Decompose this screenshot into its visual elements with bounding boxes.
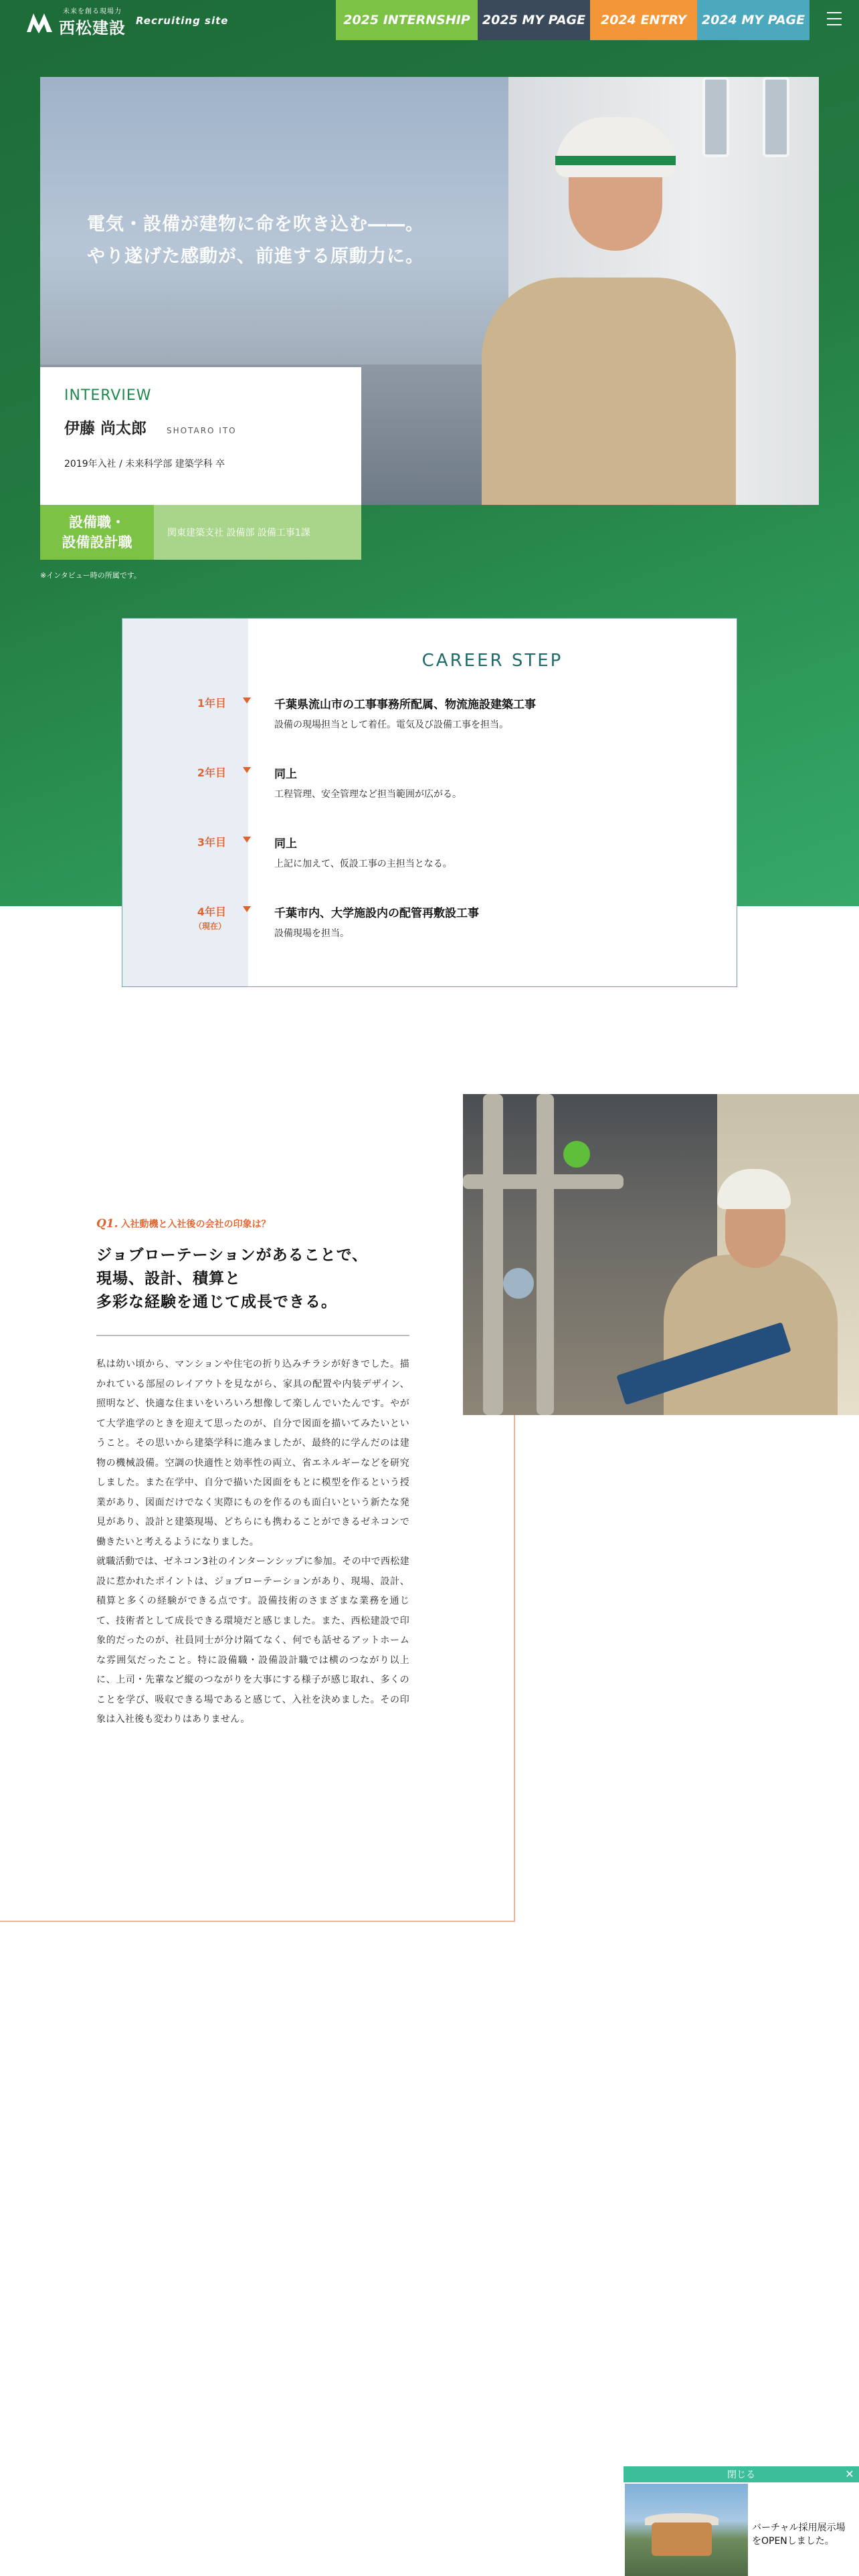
close-icon[interactable]: ✕ [845, 2468, 854, 2480]
building-window [702, 77, 729, 157]
question-text: 入社動機と入社後の会社の印象は？ [120, 1219, 271, 1230]
nav-2025-mypage[interactable]: 2025 MY PAGE [478, 0, 590, 40]
hero-copy-line: やり遂げた感動が、前進する原動力に。 [87, 246, 424, 267]
interview-eyebrow: INTERVIEW [64, 387, 152, 404]
banner-close-bar[interactable] [624, 2466, 859, 2482]
interview-card [40, 367, 361, 505]
role-badge [40, 505, 154, 560]
step-description: 上記に加えて、仮設工事の主担当となる。 [274, 859, 452, 869]
question-number: Q1. [96, 1217, 118, 1230]
hero-copy [87, 209, 424, 273]
helmet-band [555, 156, 676, 165]
step-year: 3年目 [197, 836, 226, 849]
logo[interactable] [25, 3, 126, 37]
step-title: 同上 [274, 768, 297, 781]
answer-heading-line: ジョブローテーションがあることで、 [96, 1247, 369, 1264]
banner-image-stage [652, 2523, 712, 2556]
photo-valve [503, 1268, 534, 1299]
divider [96, 1335, 409, 1336]
site-label: Recruiting site [136, 15, 229, 27]
banner-text-line: バーチャル採用展示場 [752, 2523, 846, 2533]
person-body [482, 278, 736, 505]
step-description: 設備の現場担当として着任。電気及び設備工事を担当。 [274, 720, 508, 730]
photo-pipe [537, 1094, 554, 1415]
answer-heading-line: 多彩な経験を通じて成長できる。 [96, 1293, 337, 1311]
career-step-panel [122, 618, 737, 987]
step-description: 設備現場を担当。 [274, 928, 349, 939]
interviewee-meta: 2019年入社 / 未来科学部 建築学科 卒 [64, 459, 225, 469]
banner-close-label[interactable]: 閉じる [727, 2470, 755, 2480]
photo-valve [563, 1141, 590, 1168]
step-year: 2年目 [197, 766, 226, 779]
answer-paragraph: 就職活動では、ゼネコン3社のインターンシップに参加。その中で西松建設に惹かれたポイントは、ジョブローテーションがあり、現場、設計、積算と多くの経験ができる点です。設備技術のさまざまな業務を通じて、技術者として成長できる環境だと感じました。また、西松建設で印象的だったのが、社員同士が分け隔てなく、何でも話せるアットホームな雰囲気だったこと。特に設備職・設備設計職では横のつながり以上に、上司・先輩など縦のつながりを大事にする様子が感じ取れ、多くのことを学び、吸収できる場であると感じて、入社を決めました。その印象は入社後も変わりはありません。 [96, 1556, 409, 1725]
triangle-down-icon [243, 767, 251, 773]
answer-heading [96, 1244, 431, 1314]
hero-copy-line: 電気・設備が建物に命を吹き込む――。 [87, 214, 424, 235]
banner-image[interactable] [625, 2484, 748, 2576]
step-title: 千葉市内、大学施設内の配管再敷設工事 [274, 907, 479, 920]
interviewee-name: 伊藤 尚太郎 [64, 420, 147, 437]
step-year-sub: （現在） [193, 922, 226, 931]
photo-pipe [483, 1094, 503, 1415]
interviewee-name-roman: SHOTARO ITO [167, 426, 237, 435]
company-logo-icon [25, 11, 54, 33]
role-line: 設備職・ [69, 514, 125, 530]
step-year: 1年目 [197, 697, 226, 710]
role-line: 設備設計職 [62, 534, 132, 550]
section-frame-line [0, 1921, 515, 1922]
nav-2025-internship[interactable]: 2025 INTERNSHIP [336, 0, 478, 40]
department-label: 関東建築支社 設備部 設備工事1課 [154, 505, 361, 560]
logo-name: 西松建設 [59, 19, 126, 37]
triangle-down-icon [243, 697, 251, 704]
photo-pipe [463, 1174, 624, 1189]
career-step-title: CAREER STEP [421, 651, 563, 671]
triangle-down-icon [243, 837, 251, 843]
banner-text-line: をOPENしました。 [752, 2536, 834, 2547]
building-window [763, 77, 789, 157]
site-header [0, 0, 859, 40]
question-label [96, 1217, 271, 1230]
affiliation-note: ※インタビュー時の所属です。 [40, 571, 141, 580]
step-description: 工程管理、安全管理など担当範囲が広がる。 [274, 789, 462, 800]
step-title: 千葉県流山市の工事事務所配属、物流施設建築工事 [274, 698, 536, 712]
banner-text[interactable] [752, 2521, 846, 2548]
triangle-down-icon [243, 906, 251, 912]
logo-tagline: 未来を創る現場力 [63, 8, 122, 15]
work-photo [463, 1094, 859, 1415]
answer-paragraph: 私は幼い頃から、マンションや住宅の折り込みチラシが好きでした。描かれている部屋のレイアウトを見ながら、家具の配置や内装デザイン、照明など、快適な住まいをいろいろ想像して楽しんでいたんです。やがて大学進学のときを迎えて思ったのが、自分で図面を描いてみたいということ。その思いから建築学科に進みましたが、最終的に学んだのは建物の機械設備。空調の快適性と効率性の両立、省エネルギーなどを研究しました。また在学中、自分で描いた図面をもとに模型を作るという授業があり、図面だけでなく実際にものを作るのも面白いという新たな発見があり、設計と建築現場、どちらにも携わることができるゼネコンで働きたいと考えるようになりました。 [96, 1359, 409, 1547]
virtual-expo-banner[interactable] [624, 2466, 859, 2576]
answer-body [96, 1355, 409, 1730]
hamburger-menu-icon[interactable] [827, 12, 842, 27]
nav-2024-entry[interactable]: 2024 ENTRY [590, 0, 697, 40]
answer-heading-line: 現場、設計、積算と [96, 1270, 241, 1287]
nav-2024-mypage[interactable]: 2024 MY PAGE [697, 0, 809, 40]
step-year: 4年目 （現在） [122, 903, 226, 932]
step-title: 同上 [274, 837, 297, 851]
